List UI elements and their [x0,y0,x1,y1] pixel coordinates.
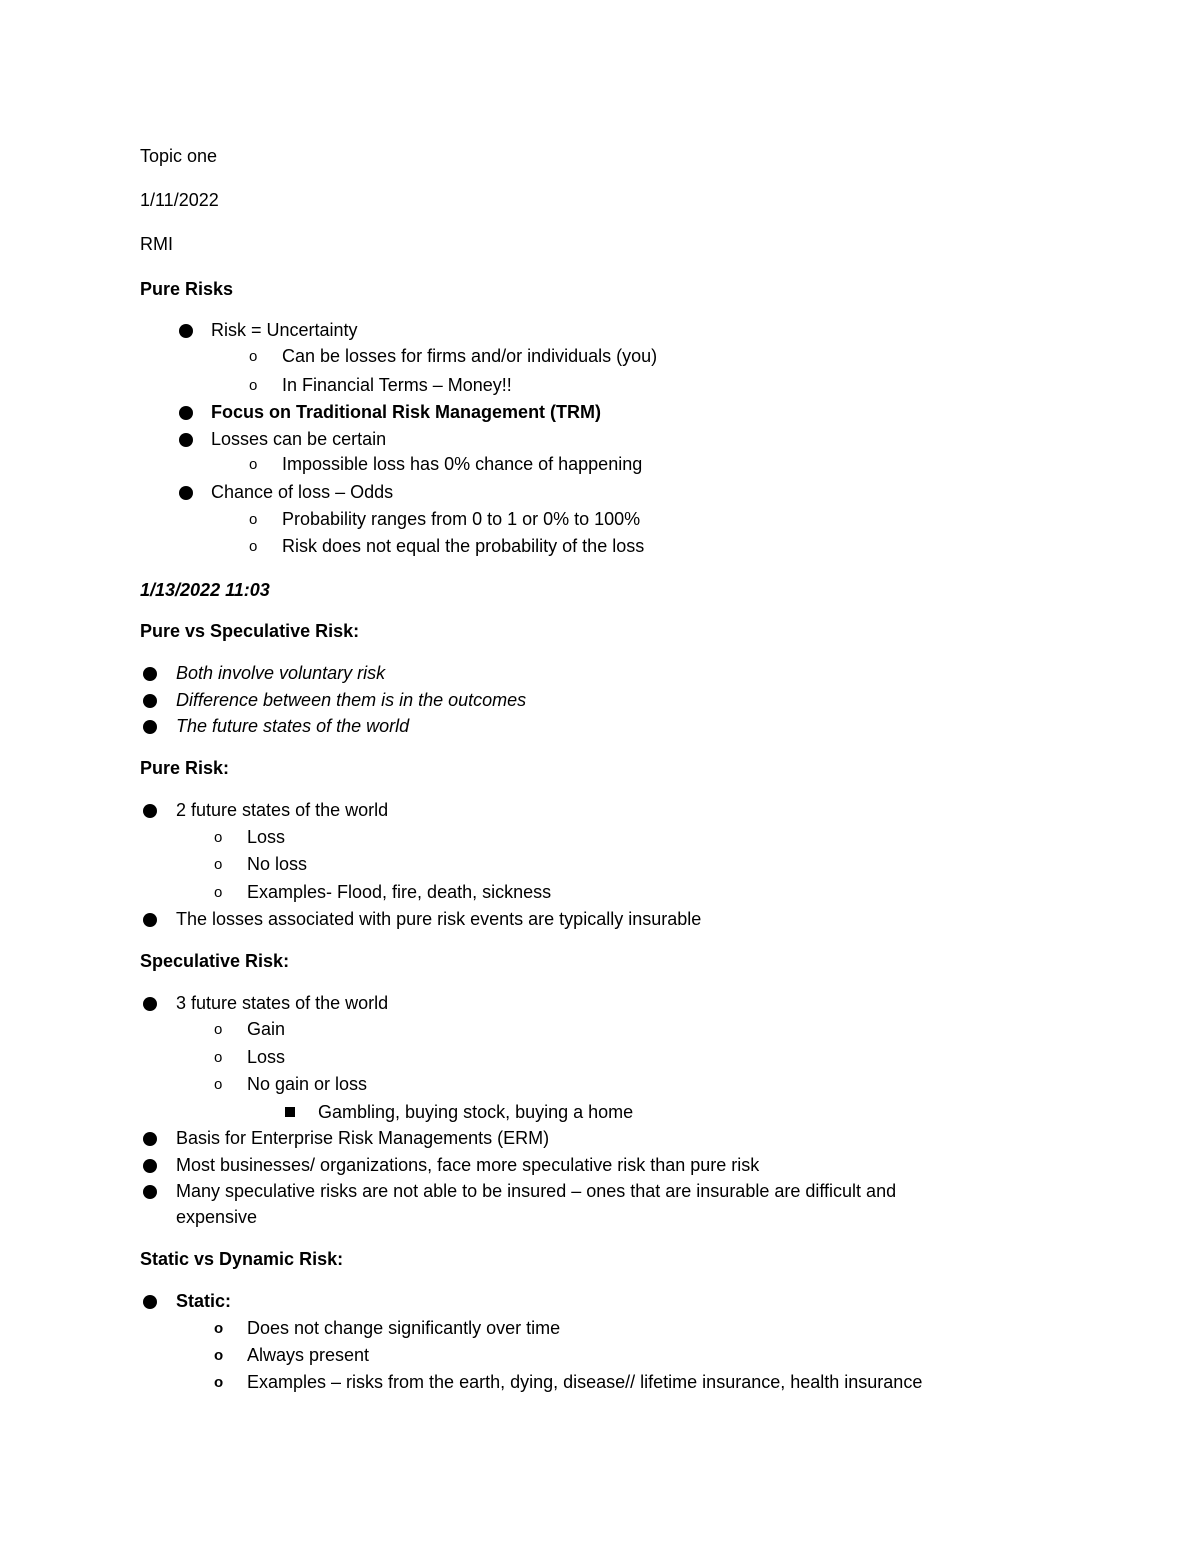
section-heading-pure-risk: Pure Risk: [140,758,230,778]
list-item: Examples – risks from the earth, dying, disease// lifetime insurance, health insurance [247,1372,923,1392]
bullet-circle: o [214,1021,223,1038]
bullet-dot [143,694,157,708]
section-heading-speculative-risk: Speculative Risk: [140,951,290,971]
bullet-circle: o [214,884,223,901]
list-item: Gambling, buying stock, buying a home [318,1102,634,1122]
bullet-dot [179,433,193,447]
bullet-circle: o [214,1374,224,1391]
section-heading-pure-vs-speculative: Pure vs Speculative Risk: [140,621,360,641]
list-item: Static: [176,1291,232,1311]
bullet-dot [179,486,193,500]
bullet-dot [143,1185,157,1199]
list-item: Always present [247,1345,370,1365]
bullet-dot [143,1295,157,1309]
list-item: Loss [247,1047,286,1067]
bullet-dot [143,1132,157,1146]
bullet-circle: o [249,456,258,473]
bullet-dot [143,1159,157,1173]
list-item: Many speculative risks are not able to be insured – ones that are insurable are difficult and [176,1181,897,1201]
section-heading-static-vs-dynamic: Static vs Dynamic Risk: [140,1249,344,1269]
list-item: Impossible loss has 0% chance of happening [282,454,643,474]
bullet-circle: o [249,538,258,555]
bullet-circle: o [249,348,258,365]
list-item: Risk = Uncertainty [211,320,358,340]
bullet-circle: o [214,1049,223,1066]
bullet-circle: o [214,1076,223,1093]
bullet-circle: o [214,856,223,873]
timestamp: 1/13/2022 11:03 [140,580,270,600]
bullet-square [285,1107,295,1117]
list-item: The future states of the world [176,716,410,736]
bullet-circle: o [214,1347,224,1364]
list-item: No gain or loss [247,1074,368,1094]
list-item: Basis for Enterprise Risk Managements (ERM) [176,1128,550,1148]
list-item-continuation: expensive [176,1207,258,1227]
bullet-dot [143,804,157,818]
list-item: Can be losses for firms and/or individuals (you) [282,346,658,366]
list-item: Losses can be certain [211,429,387,449]
list-item: 3 future states of the world [176,993,389,1013]
list-item: Focus on Traditional Risk Management (TRM) [211,402,602,422]
list-item: Loss [247,827,286,847]
bullet-circle: o [249,511,258,528]
list-item: Examples- Flood, fire, death, sickness [247,882,552,902]
bullet-dot [179,324,193,338]
bullet-circle: o [214,829,223,846]
list-item: 2 future states of the world [176,800,389,820]
section-heading-pure-risks: Pure Risks [140,279,234,299]
bullet-dot [143,997,157,1011]
bullet-dot [143,720,157,734]
list-item: Chance of loss – Odds [211,482,394,502]
list-item: Both involve voluntary risk [176,663,386,683]
course-label: RMI [140,234,173,254]
bullet-dot [143,667,157,681]
list-item: Risk does not equal the probability of the loss [282,536,645,556]
list-item: Difference between them is in the outcomes [176,690,527,710]
bullet-circle: o [214,1320,224,1337]
list-item: Most businesses/ organizations, face more speculative risk than pure risk [176,1155,760,1175]
list-item: The losses associated with pure risk events are typically insurable [176,909,702,929]
list-item: No loss [247,854,308,874]
list-item: Gain [247,1019,286,1039]
topic-label: Topic one [140,146,218,166]
list-item: Does not change significantly over time [247,1318,561,1338]
list-item: In Financial Terms – Money!! [282,375,512,395]
date-label: 1/11/2022 [140,190,219,210]
bullet-circle: o [249,377,258,394]
bullet-dot [179,406,193,420]
list-item: Probability ranges from 0 to 1 or 0% to 100% [282,509,641,529]
bullet-dot [143,913,157,927]
